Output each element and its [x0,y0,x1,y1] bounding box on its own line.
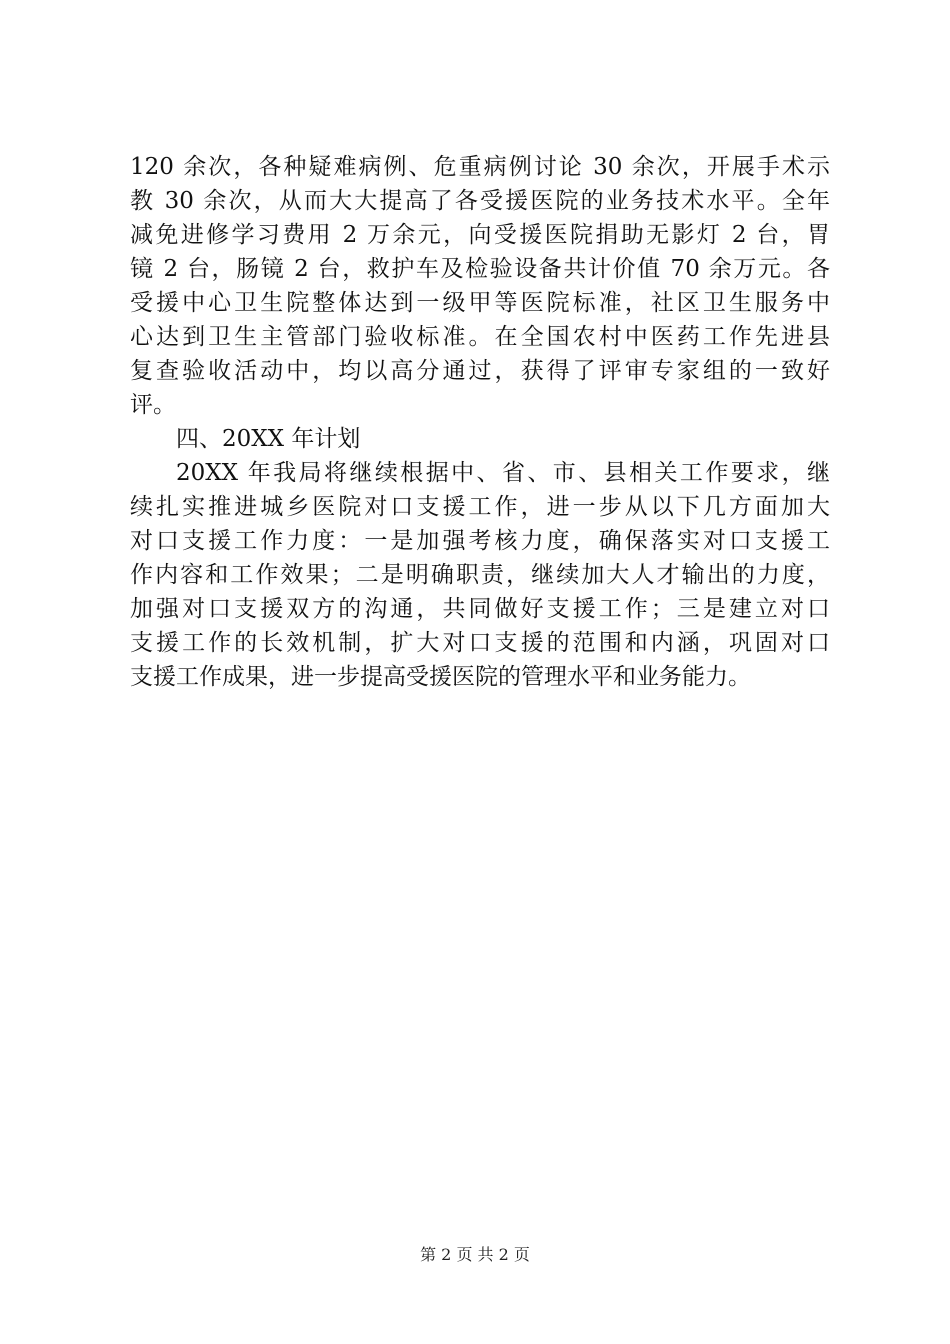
page-number-label: 第 2 页 共 2 页 [420,1245,530,1264]
paragraph-2-line: 支援工作成果，进一步提高受援医院的管理水平和业务能力。 [130,664,751,690]
paragraph-2-line: 支援工作的长效机制，扩大对口支援的范围和内涵，巩固对口 [130,630,830,656]
document-body [130,150,830,694]
paragraph-1-line: 镜 2 台，肠镜 2 台，救护车及检验设备共计价值 70 余万元。各 [130,256,830,282]
page-footer [0,1244,950,1266]
paragraph-1-line: 减免进修学习费用 2 万余元，向受援医院捐助无影灯 2 台，胃 [130,222,830,248]
paragraph-2-line: 对口支援工作力度：一是加强考核力度，确保落实对口支援工 [130,528,830,554]
paragraph-1-line: 复查验收活动中，均以高分通过，获得了评审专家组的一致好 [130,358,830,384]
paragraph-1-line: 受援中心卫生院整体达到一级甲等医院标准，社区卫生服务中 [130,290,830,316]
paragraph-2-line: 加强对口支援双方的沟通，共同做好支援工作；三是建立对口 [130,596,830,622]
paragraph-2-line: 20XX 年我局将继续根据中、省、市、县相关工作要求，继 [176,460,830,486]
paragraph-1-line: 120 余次，各种疑难病例、危重病例讨论 30 余次，开展手术示 [130,154,830,180]
section-heading: 四、20XX 年计划 [176,426,361,452]
paragraph-1-line: 评。 [130,392,176,418]
paragraph-1-line: 教 30 余次，从而大大提高了各受援医院的业务技术水平。全年 [130,188,830,214]
paragraph-2-line: 续扎实推进城乡医院对口支援工作，进一步从以下几方面加大 [130,494,830,520]
paragraph-1-line: 心达到卫生主管部门验收标准。在全国农村中医药工作先进县 [130,324,830,350]
paragraph-2-line: 作内容和工作效果；二是明确职责，继续加大人才输出的力度， [130,562,830,588]
